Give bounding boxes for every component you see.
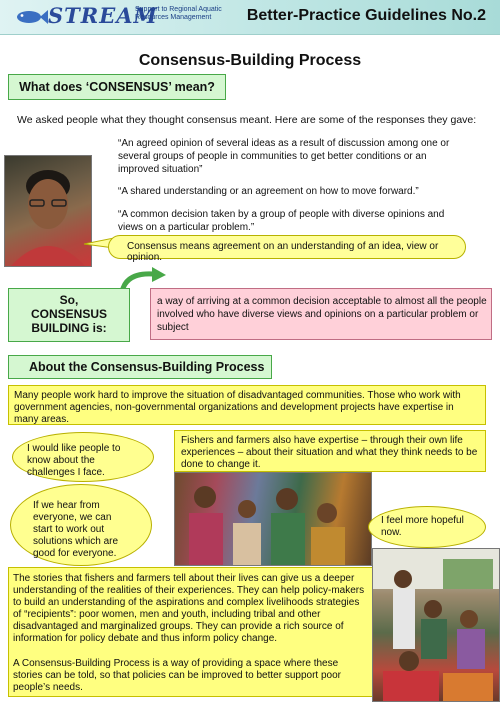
fish-logo-icon xyxy=(14,6,48,28)
consensus-question: What does ‘CONSENSUS’ mean? xyxy=(19,80,215,94)
paragraph-1: Many people work hard to improve the situation of disadvantaged communities. Those who work with government agencies, non-governmental organizations and development projects have expertise in many areas. xyxy=(14,390,461,425)
page-title: Consensus-Building Process xyxy=(138,52,362,69)
building-definition-box xyxy=(150,288,492,340)
man-portrait-photo xyxy=(4,155,92,267)
speech-cloud-2-text: If we hear from everyone, we can start to work out solutions which are good for everyone. xyxy=(33,500,119,559)
so-line-1: So, xyxy=(59,293,79,307)
speech-cloud-1-text: I would like people to know about the challenges I face. xyxy=(27,443,121,478)
logo-subtitle-line-1: Support to Regional Aquatic xyxy=(135,6,222,13)
quote-1: “An agreed opinion of several ideas as a result of discussion among one or several groups of people in communities to get better conditions or an improved situation” xyxy=(118,138,450,175)
paragraph-1-box xyxy=(8,385,486,425)
speech-cloud-1 xyxy=(12,432,154,482)
paragraph-2: Fishers and farmers also have expertise – through their own life experiences – about their situation and what they think needs to be done to change it. xyxy=(181,435,478,470)
logo-subtitle xyxy=(135,6,235,22)
quote-3: “A common decision taken by a group of people with diverse opinions and views on a particular problem.” xyxy=(118,209,445,233)
header-bar xyxy=(0,0,500,35)
speech-cloud-3-text: I feel more hopeful now. xyxy=(381,515,464,538)
so-line-3: BUILDING is: xyxy=(31,321,107,335)
speech-cloud-3 xyxy=(368,506,486,548)
village-group-photo xyxy=(372,548,500,702)
speech-cloud-2 xyxy=(10,484,152,566)
series-title: Better-Practice Guidelines No.2 xyxy=(246,7,486,24)
paragraph-2-box xyxy=(174,430,486,472)
logo-subtitle-line-2: Resources Management xyxy=(135,14,212,21)
logo-text: STREAM xyxy=(48,3,158,28)
consensus-definition: Consensus means agreement on an understanding of an idea, view or opinion. xyxy=(127,241,439,263)
intro-text: We asked people what they thought consensus meant. Here are some of the responses they gave: xyxy=(17,114,477,126)
paragraph-3-box xyxy=(8,567,374,697)
consensus-definition-box xyxy=(108,235,466,263)
about-heading: About the Consensus-Building Process xyxy=(29,360,265,374)
paragraph-3b: A Consensus-Building Process is a way of providing a space where these stories can be told, so that policies can be improved to better support poor people’s needs. xyxy=(13,658,341,693)
women-group-photo xyxy=(174,472,372,566)
so-line-2: CONSENSUS xyxy=(30,307,107,321)
consensus-question-box xyxy=(8,74,226,100)
so-consensus-building-box xyxy=(8,288,130,342)
building-definition: a way of arriving at a common decision acceptable to almost all the people involved who have diverse views and opinions on a particular problem or subject xyxy=(157,296,487,333)
about-heading-box xyxy=(8,355,272,379)
quote-2: “A shared understanding or an agreement on how to move forward.” xyxy=(118,186,419,197)
paragraph-3a: The stories that fishers and farmers tell about their lives can give us a deeper understanding of the realities of their experiences. They can help policy-makers to build an understanding of the aspirations and complex livelihoods strategies of “recipients”: poor women, men and youth, including tribal and other disadvantaged and marginalized groups. They can provide a rich source of information for policy debate and thus inform policy change. xyxy=(13,573,365,644)
